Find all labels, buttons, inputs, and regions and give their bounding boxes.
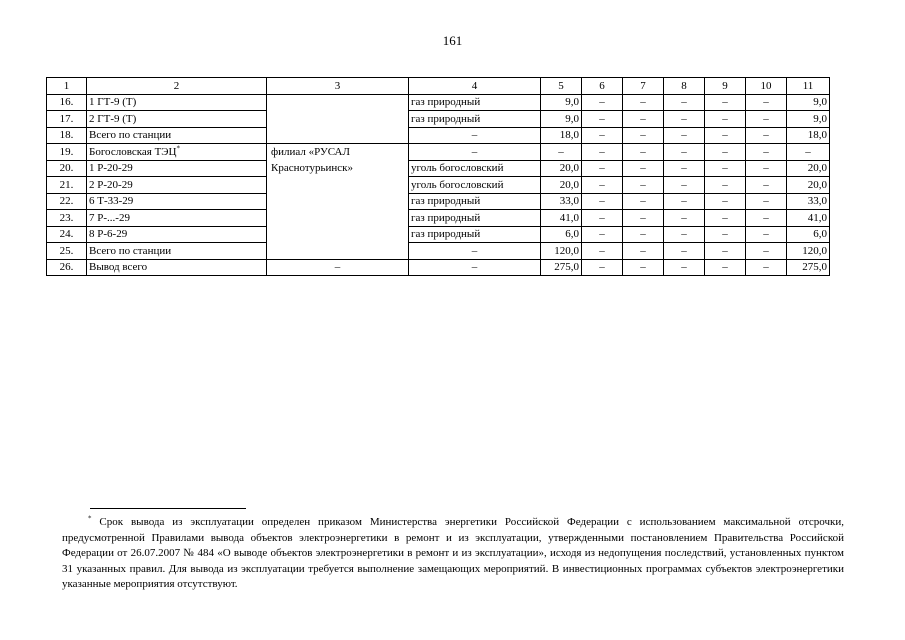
table-row: [47, 210, 830, 227]
value-cell: –: [746, 111, 787, 128]
value-cell: –: [705, 243, 746, 260]
value-cell: –: [746, 94, 787, 111]
value-cell: –: [623, 193, 664, 210]
table-row: [47, 193, 830, 210]
page-number: 161: [442, 33, 463, 48]
value-cell: –: [746, 226, 787, 243]
capacity-cell: 6,0: [541, 226, 582, 243]
capacity-cell: 33,0: [541, 193, 582, 210]
table-row: [47, 94, 830, 111]
value-cell: –: [664, 177, 705, 194]
station-name-cell: [87, 226, 267, 243]
total-cell: 33,0: [787, 193, 830, 210]
fuel-cell: –: [409, 144, 541, 161]
owner-merged-cell: филиал «РУСАЛ Краснотурьинск»: [267, 144, 409, 260]
station-name-cell: [87, 127, 267, 144]
station-name: 2 Р-20-29: [89, 178, 133, 191]
value-cell: –: [664, 226, 705, 243]
header-cell: 9: [705, 78, 746, 95]
table-row: [47, 127, 830, 144]
value-cell: –: [582, 111, 623, 128]
station-name: 1 ГТ-9 (Т): [89, 96, 137, 109]
total-cell: 9,0: [787, 94, 830, 111]
station-name-cell: [87, 193, 267, 210]
value-cell: –: [746, 160, 787, 177]
value-cell: –: [746, 144, 787, 161]
row-number-cell: 19.: [47, 144, 87, 161]
station-name-cell: [87, 94, 267, 111]
row-number-cell: 22.: [47, 193, 87, 210]
capacity-cell: –: [541, 144, 582, 161]
capacity-cell: 9,0: [541, 111, 582, 128]
table-row: [47, 243, 830, 260]
station-name-cell: [87, 210, 267, 227]
value-cell: –: [705, 193, 746, 210]
footnote-text: Срок вывода из эксплуатации определен приказом Министерства энергетики Российской Федерации с использованием максимальной отсрочки, предусмотренной Правилами вывода объектов электроэнергетики в ремонт и из эксплуатации, утвержденными постановлением Правительства Российской Федерации от 26.07.2007 № 484 «О выводе объектов электроэнергетики в ремонт и из эксплуатации», исходя из недопущения последствий, установленных пунктом 31 указанных правил. Для вывода из эксплуатации требуется выполнение замещающих мероприятий. В инвестиционных программах субъектов электроэнергетики указанные мероприятия отсутствуют.: [62, 516, 844, 590]
header-row: [47, 78, 830, 95]
value-cell: –: [623, 127, 664, 144]
total-cell: 18,0: [787, 127, 830, 144]
footnote-divider: [90, 508, 246, 509]
value-cell: –: [623, 177, 664, 194]
value-cell: –: [664, 144, 705, 161]
value-cell: –: [582, 210, 623, 227]
station-name-cell: [87, 259, 267, 276]
value-cell: –: [582, 259, 623, 276]
owner-merged-cell: [267, 94, 409, 144]
value-cell: –: [746, 193, 787, 210]
fuel-cell: газ природный: [409, 226, 541, 243]
value-cell: –: [746, 127, 787, 144]
header-cell: 1: [47, 78, 87, 95]
table-row: [47, 259, 830, 276]
capacity-cell: 20,0: [541, 160, 582, 177]
capacity-cell: 41,0: [541, 210, 582, 227]
value-cell: –: [582, 226, 623, 243]
value-cell: –: [664, 127, 705, 144]
footnote: [62, 515, 844, 593]
station-name-cell: [87, 177, 267, 194]
value-cell: –: [623, 160, 664, 177]
fuel-cell: газ природный: [409, 94, 541, 111]
station-name: Всего по станции: [89, 129, 172, 142]
table-row: [47, 111, 830, 128]
fuel-cell: уголь богословский: [409, 160, 541, 177]
station-name: 6 Т-33-29: [89, 195, 134, 208]
total-cell: 41,0: [787, 210, 830, 227]
fuel-cell: –: [409, 243, 541, 260]
footnote-ref-mark: *: [176, 144, 181, 153]
capacity-cell: 120,0: [541, 243, 582, 260]
station-name: 2 ГТ-9 (Т): [89, 112, 137, 125]
value-cell: –: [623, 111, 664, 128]
value-cell: –: [746, 259, 787, 276]
value-cell: –: [705, 259, 746, 276]
value-cell: –: [705, 94, 746, 111]
total-cell: 120,0: [787, 243, 830, 260]
total-cell: 20,0: [787, 160, 830, 177]
header-cell: 2: [87, 78, 267, 95]
header-cell: 7: [623, 78, 664, 95]
row-number-cell: 24.: [47, 226, 87, 243]
station-name-cell: [87, 144, 267, 161]
capacity-cell: 20,0: [541, 177, 582, 194]
station-name: Богословская ТЭЦ: [89, 145, 177, 158]
value-cell: –: [623, 259, 664, 276]
station-name-cell: [87, 160, 267, 177]
value-cell: –: [582, 144, 623, 161]
fuel-cell: –: [409, 127, 541, 144]
value-cell: –: [623, 243, 664, 260]
total-cell: 6,0: [787, 226, 830, 243]
table-row: [47, 226, 830, 243]
row-number-cell: 18.: [47, 127, 87, 144]
station-name-cell: [87, 111, 267, 128]
value-cell: –: [746, 243, 787, 260]
header-cell: 4: [409, 78, 541, 95]
value-cell: –: [623, 226, 664, 243]
value-cell: –: [623, 94, 664, 111]
value-cell: –: [623, 144, 664, 161]
total-cell: 275,0: [787, 259, 830, 276]
value-cell: –: [746, 177, 787, 194]
value-cell: –: [664, 160, 705, 177]
value-cell: –: [705, 226, 746, 243]
value-cell: –: [664, 259, 705, 276]
header-cell: 11: [787, 78, 830, 95]
fuel-cell: газ природный: [409, 210, 541, 227]
capacity-cell: 18,0: [541, 127, 582, 144]
value-cell: –: [664, 193, 705, 210]
table-row: [47, 160, 830, 177]
station-name: 8 Р-6-29: [89, 228, 128, 241]
fuel-cell: газ природный: [409, 193, 541, 210]
row-number-cell: 17.: [47, 111, 87, 128]
fuel-cell: –: [409, 259, 541, 276]
value-cell: –: [623, 210, 664, 227]
station-name: 1 Р-20-29: [89, 162, 133, 175]
total-cell: –: [787, 144, 830, 161]
value-cell: –: [664, 94, 705, 111]
footnote-mark: *: [88, 514, 92, 523]
value-cell: –: [705, 160, 746, 177]
value-cell: –: [582, 243, 623, 260]
row-number-cell: 26.: [47, 259, 87, 276]
row-number-cell: 25.: [47, 243, 87, 260]
station-name-cell: [87, 243, 267, 260]
total-cell: 9,0: [787, 111, 830, 128]
row-number-cell: 23.: [47, 210, 87, 227]
row-number-cell: 21.: [47, 177, 87, 194]
header-cell: 6: [582, 78, 623, 95]
fuel-cell: уголь богословский: [409, 177, 541, 194]
row-number-cell: 20.: [47, 160, 87, 177]
value-cell: –: [582, 193, 623, 210]
table-row: [47, 177, 830, 194]
station-name: Вывод всего: [89, 261, 148, 274]
value-cell: –: [705, 127, 746, 144]
capacity-cell: 275,0: [541, 259, 582, 276]
owner-cell: –: [267, 259, 409, 276]
value-cell: –: [705, 210, 746, 227]
value-cell: –: [705, 144, 746, 161]
value-cell: –: [582, 94, 623, 111]
value-cell: –: [746, 210, 787, 227]
header-cell: 8: [664, 78, 705, 95]
header-cell: 5: [541, 78, 582, 95]
fuel-cell: газ природный: [409, 111, 541, 128]
value-cell: –: [582, 160, 623, 177]
value-cell: –: [664, 210, 705, 227]
row-number-cell: 16.: [47, 94, 87, 111]
station-name: Всего по станции: [89, 244, 172, 257]
header-cell: 3: [267, 78, 409, 95]
value-cell: –: [705, 177, 746, 194]
station-name: 7 Р-...-29: [89, 211, 130, 224]
header-cell: 10: [746, 78, 787, 95]
value-cell: –: [582, 177, 623, 194]
table-row: [47, 144, 830, 161]
capacity-cell: 9,0: [541, 94, 582, 111]
value-cell: –: [664, 111, 705, 128]
value-cell: –: [582, 127, 623, 144]
decommissioning-table: [46, 77, 830, 276]
value-cell: –: [705, 111, 746, 128]
value-cell: –: [664, 243, 705, 260]
total-cell: 20,0: [787, 177, 830, 194]
